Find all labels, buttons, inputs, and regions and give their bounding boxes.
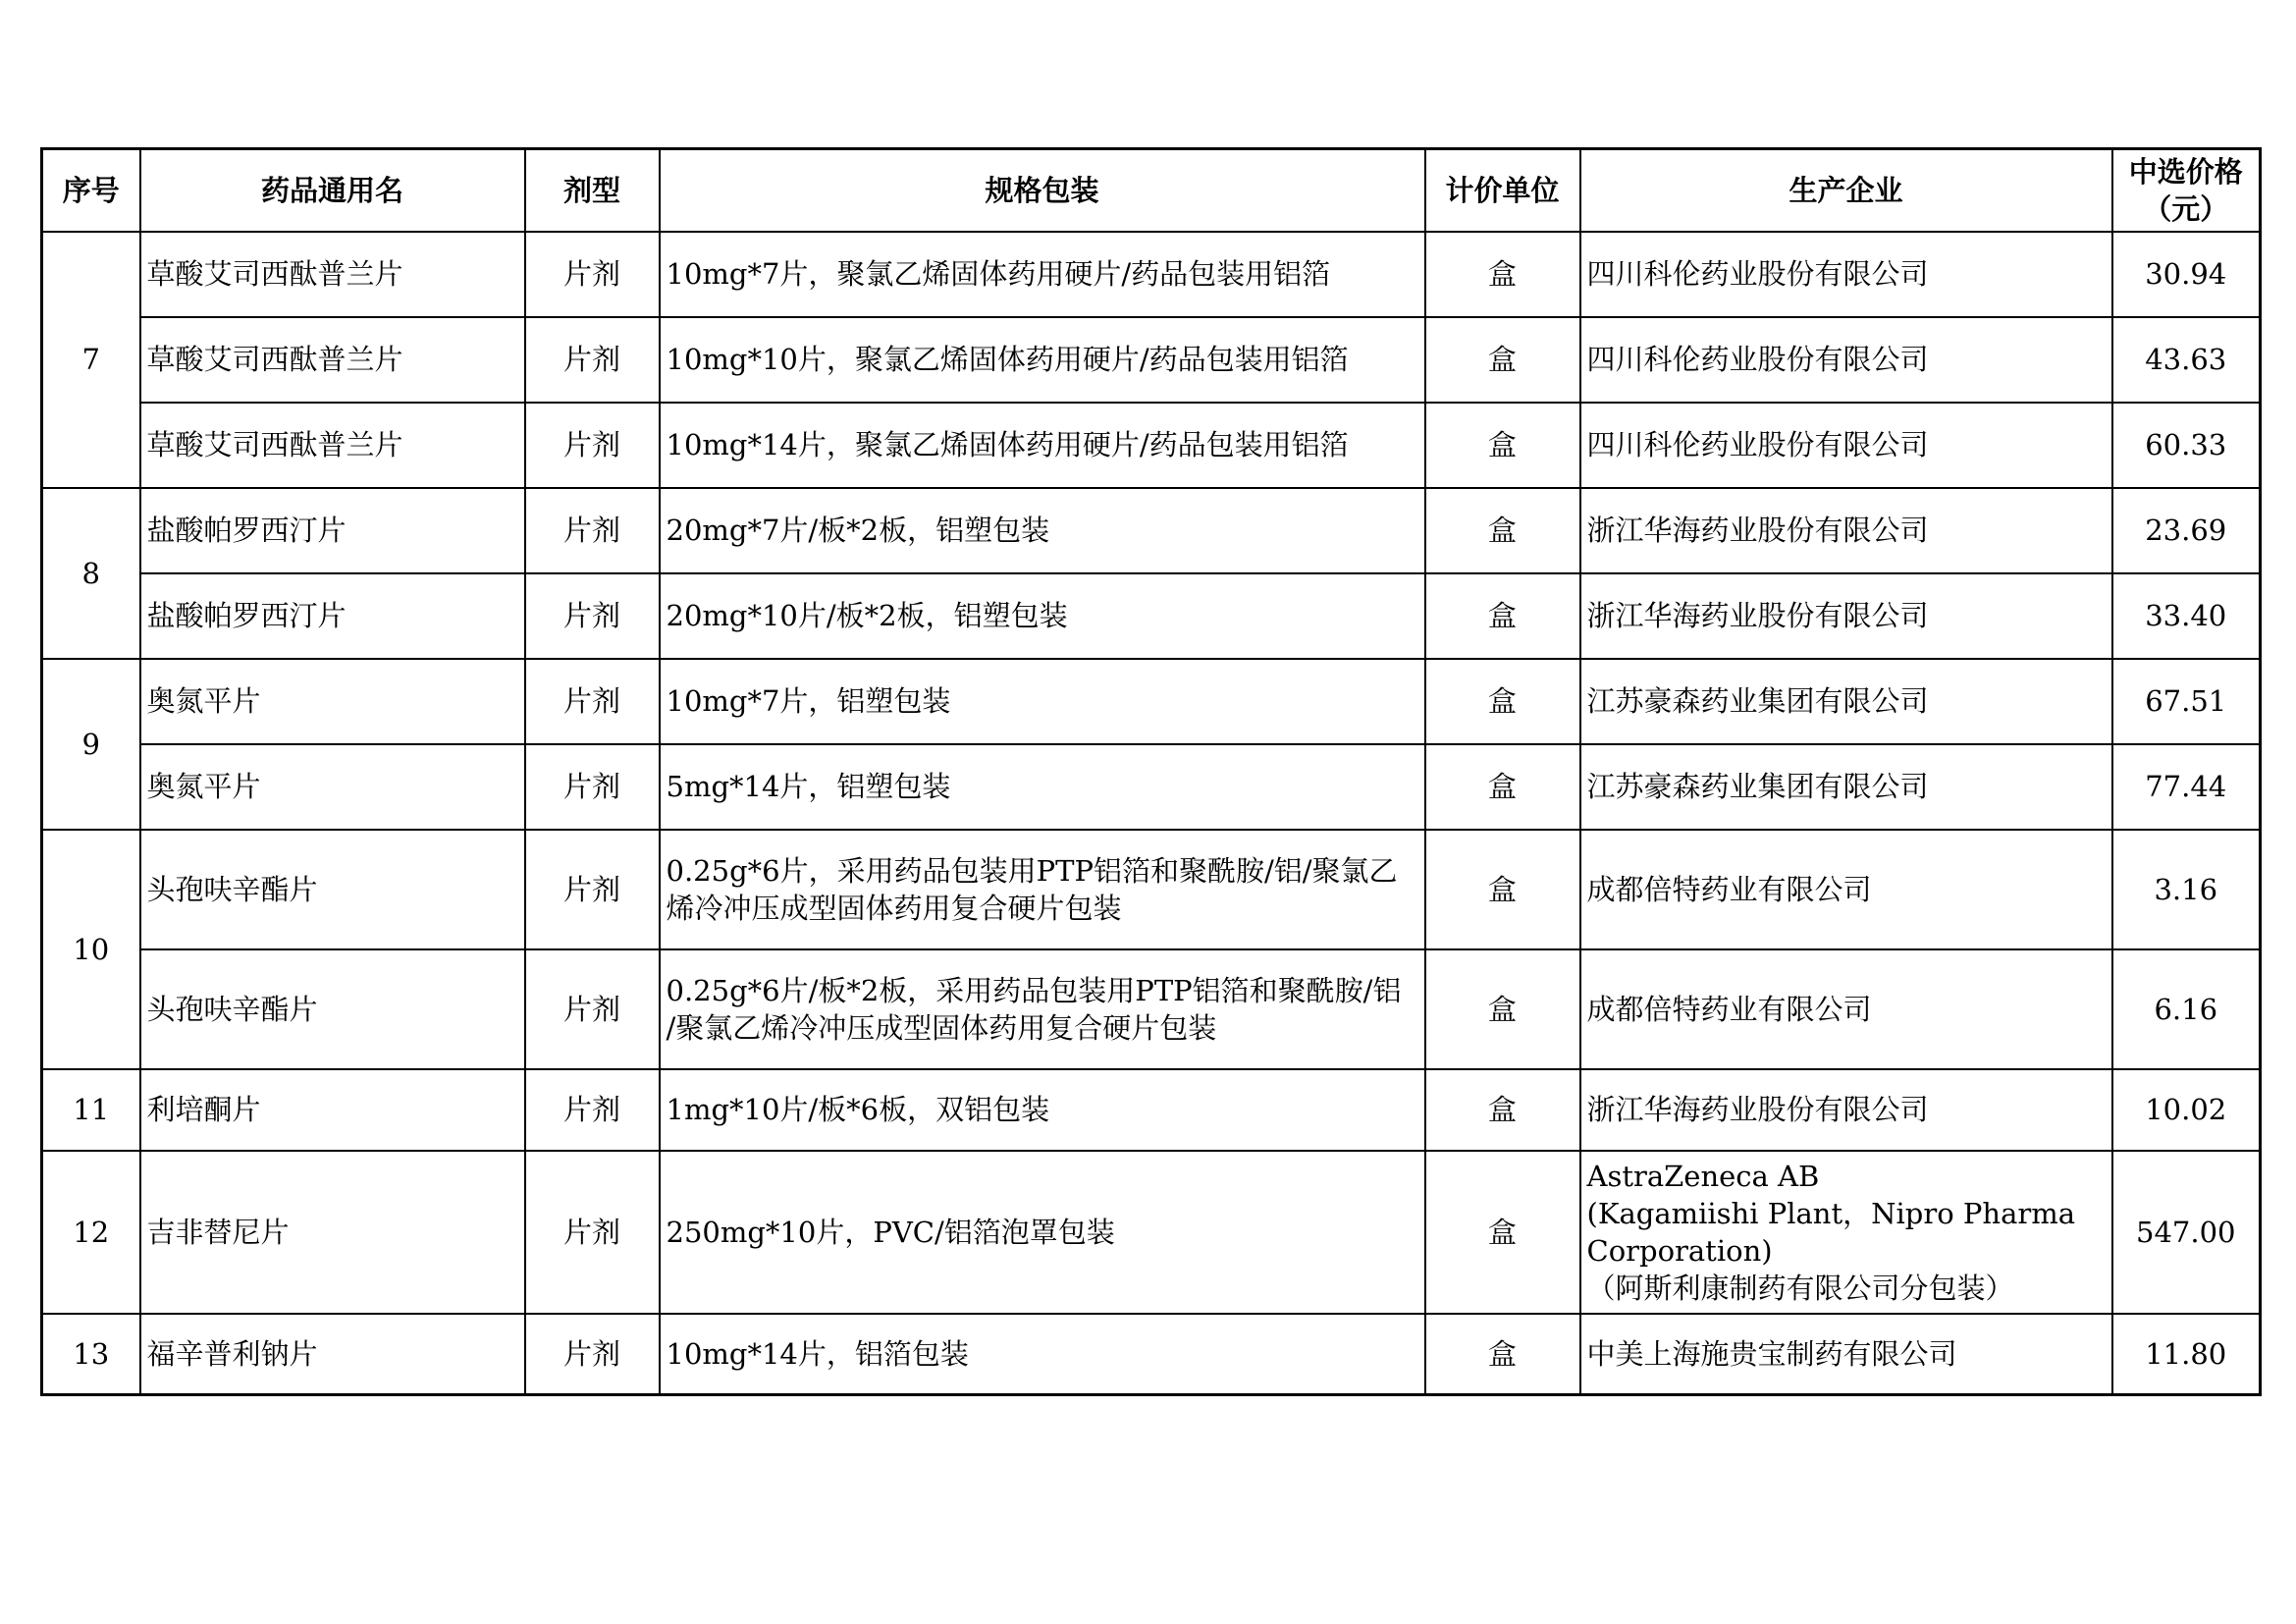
unit-cell: 盒 xyxy=(1425,744,1580,830)
manufacturer-cell: 浙江华海药业股份有限公司 xyxy=(1580,488,2112,573)
price-cell: 67.51 xyxy=(2112,659,2261,744)
table-row xyxy=(42,1314,2261,1395)
spec-line: /聚氯乙烯冷冲压成型固体药用复合硬片包装 xyxy=(666,1010,1217,1045)
price-cell: 77.44 xyxy=(2112,744,2261,830)
price-cell: 43.63 xyxy=(2112,317,2261,403)
spec-cell: 10mg*10片，聚氯乙烯固体药用硬片/药品包装用铝箔 xyxy=(660,317,1425,403)
unit-cell: 盒 xyxy=(1425,573,1580,659)
spec-cell: 250mg*10片，PVC/铝箔泡罩包装 xyxy=(660,1151,1425,1314)
manufacturer-cell: 浙江华海药业股份有限公司 xyxy=(1580,573,2112,659)
table-row xyxy=(42,403,2261,488)
price-cell: 10.02 xyxy=(2112,1069,2261,1151)
header-spec-packaging: 规格包装 xyxy=(660,149,1425,232)
table-row xyxy=(42,744,2261,830)
seq-cell: 11 xyxy=(42,1069,140,1151)
table-row xyxy=(42,1069,2261,1151)
manufacturer-cell xyxy=(1580,1151,2112,1314)
drug-name-cell: 盐酸帕罗西汀片 xyxy=(140,488,525,573)
table-row xyxy=(42,659,2261,744)
manufacturer-cell: 四川科伦药业股份有限公司 xyxy=(1580,403,2112,488)
spec-line: 0.25g*6片/板*2板，采用药品包装用PTP铝箔和聚酰胺/铝 xyxy=(666,973,1402,1007)
spec-line: 烯冷冲压成型固体药用复合硬片包装 xyxy=(666,891,1122,925)
seq-cell: 13 xyxy=(42,1314,140,1395)
price-cell: 23.69 xyxy=(2112,488,2261,573)
spec-cell xyxy=(660,949,1425,1069)
spec-cell: 10mg*7片，聚氯乙烯固体药用硬片/药品包装用铝箔 xyxy=(660,232,1425,317)
table-row xyxy=(42,949,2261,1069)
dosage-form-cell: 片剂 xyxy=(525,317,660,403)
drug-name-cell: 草酸艾司西酞普兰片 xyxy=(140,317,525,403)
price-cell: 33.40 xyxy=(2112,573,2261,659)
manufacturer-cell: 浙江华海药业股份有限公司 xyxy=(1580,1069,2112,1151)
manufacturer-cell: 江苏豪森药业集团有限公司 xyxy=(1580,659,2112,744)
spec-cell: 1mg*10片/板*6板，双铝包装 xyxy=(660,1069,1425,1151)
header-dosage-form: 剂型 xyxy=(525,149,660,232)
unit-cell: 盒 xyxy=(1425,317,1580,403)
header-price-line1: 中选价格 xyxy=(2128,154,2243,189)
spec-cell: 10mg*14片，铝箔包装 xyxy=(660,1314,1425,1395)
table-row xyxy=(42,573,2261,659)
dosage-form-cell: 片剂 xyxy=(525,1069,660,1151)
header-price xyxy=(2112,149,2261,232)
spec-cell xyxy=(660,830,1425,949)
table-row xyxy=(42,232,2261,317)
header-price-line2: （元） xyxy=(2143,191,2229,226)
dosage-form-cell: 片剂 xyxy=(525,744,660,830)
manufacturer-line: AstraZeneca AB xyxy=(1586,1159,1820,1193)
drug-name-cell: 草酸艾司西酞普兰片 xyxy=(140,232,525,317)
spec-cell: 10mg*14片，聚氯乙烯固体药用硬片/药品包装用铝箔 xyxy=(660,403,1425,488)
unit-cell: 盒 xyxy=(1425,403,1580,488)
unit-cell: 盒 xyxy=(1425,1314,1580,1395)
drug-name-cell: 草酸艾司西酞普兰片 xyxy=(140,403,525,488)
spec-cell: 10mg*7片，铝塑包装 xyxy=(660,659,1425,744)
price-cell: 60.33 xyxy=(2112,403,2261,488)
dosage-form-cell: 片剂 xyxy=(525,488,660,573)
manufacturer-cell: 成都倍特药业有限公司 xyxy=(1580,949,2112,1069)
seq-cell: 10 xyxy=(42,830,140,1069)
header-drug-name: 药品通用名 xyxy=(140,149,525,232)
unit-cell: 盒 xyxy=(1425,659,1580,744)
price-cell: 547.00 xyxy=(2112,1151,2261,1314)
table-row xyxy=(42,488,2261,573)
header-pricing-unit: 计价单位 xyxy=(1425,149,1580,232)
page-sheet xyxy=(40,147,2262,1396)
unit-cell: 盒 xyxy=(1425,830,1580,949)
spec-line: 0.25g*6片，采用药品包装用PTP铝箔和聚酰胺/铝/聚氯乙 xyxy=(666,853,1398,888)
table-row xyxy=(42,1151,2261,1314)
spec-cell: 20mg*7片/板*2板，铝塑包装 xyxy=(660,488,1425,573)
drug-name-cell: 吉非替尼片 xyxy=(140,1151,525,1314)
manufacturer-line: Corporation) xyxy=(1586,1233,1773,1268)
dosage-form-cell: 片剂 xyxy=(525,949,660,1069)
drug-name-cell: 头孢呋辛酯片 xyxy=(140,949,525,1069)
unit-cell: 盒 xyxy=(1425,232,1580,317)
manufacturer-cell: 四川科伦药业股份有限公司 xyxy=(1580,232,2112,317)
drug-name-cell: 利培酮片 xyxy=(140,1069,525,1151)
dosage-form-cell: 片剂 xyxy=(525,659,660,744)
manufacturer-cell: 四川科伦药业股份有限公司 xyxy=(1580,317,2112,403)
price-cell: 11.80 xyxy=(2112,1314,2261,1395)
unit-cell: 盒 xyxy=(1425,1069,1580,1151)
seq-cell: 9 xyxy=(42,659,140,830)
header-manufacturer: 生产企业 xyxy=(1580,149,2112,232)
header-seq: 序号 xyxy=(42,149,140,232)
drug-name-cell: 奥氮平片 xyxy=(140,659,525,744)
seq-cell: 8 xyxy=(42,488,140,659)
dosage-form-cell: 片剂 xyxy=(525,573,660,659)
seq-cell: 12 xyxy=(42,1151,140,1314)
table-row xyxy=(42,830,2261,949)
dosage-form-cell: 片剂 xyxy=(525,1314,660,1395)
manufacturer-cell: 中美上海施贵宝制药有限公司 xyxy=(1580,1314,2112,1395)
spec-cell: 20mg*10片/板*2板，铝塑包装 xyxy=(660,573,1425,659)
dosage-form-cell: 片剂 xyxy=(525,830,660,949)
unit-cell: 盒 xyxy=(1425,1151,1580,1314)
manufacturer-cell: 江苏豪森药业集团有限公司 xyxy=(1580,744,2112,830)
drug-name-cell: 福辛普利钠片 xyxy=(140,1314,525,1395)
drug-name-cell: 盐酸帕罗西汀片 xyxy=(140,573,525,659)
price-cell: 3.16 xyxy=(2112,830,2261,949)
unit-cell: 盒 xyxy=(1425,949,1580,1069)
manufacturer-line: （阿斯利康制药有限公司分包装） xyxy=(1586,1271,2014,1305)
spec-cell: 5mg*14片，铝塑包装 xyxy=(660,744,1425,830)
header-row xyxy=(42,149,2261,232)
unit-cell: 盒 xyxy=(1425,488,1580,573)
table-row xyxy=(42,317,2261,403)
drug-name-cell: 头孢呋辛酯片 xyxy=(140,830,525,949)
dosage-form-cell: 片剂 xyxy=(525,1151,660,1314)
seq-cell: 7 xyxy=(42,232,140,488)
manufacturer-cell: 成都倍特药业有限公司 xyxy=(1580,830,2112,949)
drug-price-table xyxy=(40,147,2262,1396)
price-cell: 30.94 xyxy=(2112,232,2261,317)
dosage-form-cell: 片剂 xyxy=(525,403,660,488)
drug-name-cell: 奥氮平片 xyxy=(140,744,525,830)
price-cell: 6.16 xyxy=(2112,949,2261,1069)
dosage-form-cell: 片剂 xyxy=(525,232,660,317)
manufacturer-line: (Kagamiishi Plant，Nipro Pharma xyxy=(1586,1196,2076,1230)
